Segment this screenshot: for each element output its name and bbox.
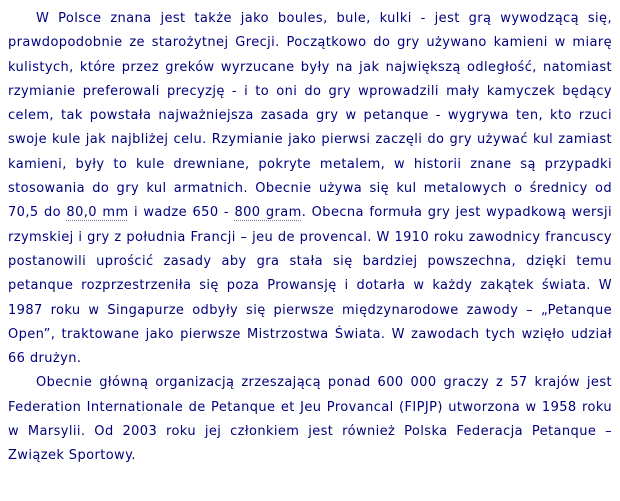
text-run: . Obecna formuła gry jest wypadkową wersji rzymskiej i gry z południa Francji – jeu de provencal. W 1910 roku zawodnicy francuscy postanowili uprościć zasady aby gra stała się bardziej powszechna, dzięki temu petanque rozprzestrzeniła się poza Prowansję i dotarła w każdy zakątek świata. W 1987 roku w Singapurze odbyły się pierwsze międzynarodowe zawody – „Petanque Open”, traktowane jako pierwsze Mistrzostwa Świata. W zawodach tych wzięło udział 66 drużyn. [8,205,612,367]
paragraph-history [8,7,612,371]
paragraph-organization [8,371,612,468]
text-run: Obecnie główną organizacją zrzeszającą ponad 600 000 graczy z 57 krajów jest Federation Internationale de Petanque et Jeu Provancal (FIPJP) utworzona w 1958 roku w Marsylii. Od 2003 roku jej członkiem jest również Polska Federacja Petanque – Związek Sportowy. [8,375,612,464]
measurement-smart-tag[interactable]: 80,0 mm [66,205,129,221]
text-run: i wadze 650 - [128,205,235,221]
measurement-smart-tag[interactable]: 800 gram [234,205,302,221]
text-run: W Polsce znana jest także jako boules, bule, kulki - jest grą wywodzącą się, prawdopodobnie ze starożytnej Grecji. Początkowo do gry używano kamieni w miarę kulistych, które przez greków wyrzucane były na jak największą odległość, natomiast rzymianie preferowali precyzję - i to oni do gry wprowadzili mały kamyczek będący celem, tak powstała najważniejsza zasada gry w petanque - wygrywa ten, kto rzuci swoje kule jak najbliżej celu. Rzymianie jako pierwsi zaczęli do gry używać kul zamiast kamieni, były to kule drewniane, pokryte metalem, w historii znane są przypadki stosowania do gry kul armatnich. Obecnie używa się kul metalowych o średnicy od 70,5 do [8,11,612,221]
